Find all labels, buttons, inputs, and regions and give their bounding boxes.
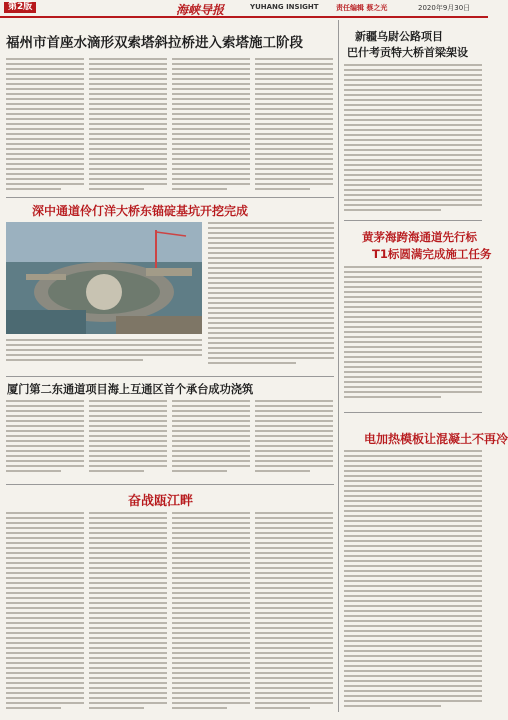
brand-logo: 海峡导报 <box>176 3 225 17</box>
issue-date: 2020年9月30日 <box>418 4 471 12</box>
lead-body-col-4 <box>255 58 333 192</box>
right3-body <box>344 450 482 712</box>
ou-body-col-4 <box>255 512 333 712</box>
right1-body <box>344 64 482 214</box>
construction-photo <box>6 222 202 334</box>
xiamen-body-col-3 <box>172 400 250 478</box>
ou-body-col-2 <box>89 512 167 712</box>
column-divider <box>338 20 339 712</box>
right1-headline-line2: 巴什考贡特大桥首梁架设 <box>347 46 468 59</box>
section-divider-1 <box>6 197 334 198</box>
ou-headline: 奋战瓯江畔 <box>128 494 194 509</box>
section-divider-2 <box>6 376 334 377</box>
right2-body <box>344 266 482 406</box>
ou-body-col-1 <box>6 512 84 712</box>
right-divider-1 <box>344 220 482 221</box>
right-divider-2 <box>344 412 482 413</box>
right2-headline-line2: T1标圆满完成施工任务 <box>372 247 492 261</box>
construction-photo-graphic <box>6 222 202 334</box>
page-number: 第2版 <box>4 2 36 13</box>
xiamen-body-col-1 <box>6 400 84 478</box>
lead-body-col-1 <box>6 58 84 192</box>
editor-line: 责任编辑 蔡之光 <box>336 4 388 12</box>
photo-story-body <box>208 222 334 372</box>
section-name: YUHANG INSIGHT <box>250 3 319 11</box>
page-header <box>0 0 488 18</box>
right1-headline-line1: 新疆乌尉公路项目 <box>355 30 443 43</box>
xiamen-body-col-2 <box>89 400 167 478</box>
lead-headline: 福州市首座水滴形双索塔斜拉桥进入索塔施工阶段 <box>6 35 303 51</box>
xiamen-body-col-4 <box>255 400 333 478</box>
right3-headline: 电加热模板让混凝土不再冷 <box>364 432 508 446</box>
lead-body-col-2 <box>89 58 167 192</box>
lead-body-col-3 <box>172 58 250 192</box>
photo-caption-1 <box>6 339 202 371</box>
photo-story-headline: 深中通道伶仃洋大桥东锚碇基坑开挖完成 <box>32 204 249 218</box>
right2-headline-line1: 黄茅海跨海通道先行标 <box>362 230 477 244</box>
xiamen-headline: 厦门第二东通道项目海上互通区首个承台成功浇筑 <box>7 383 254 396</box>
ou-body-col-3 <box>172 512 250 712</box>
section-divider-3 <box>6 484 334 485</box>
